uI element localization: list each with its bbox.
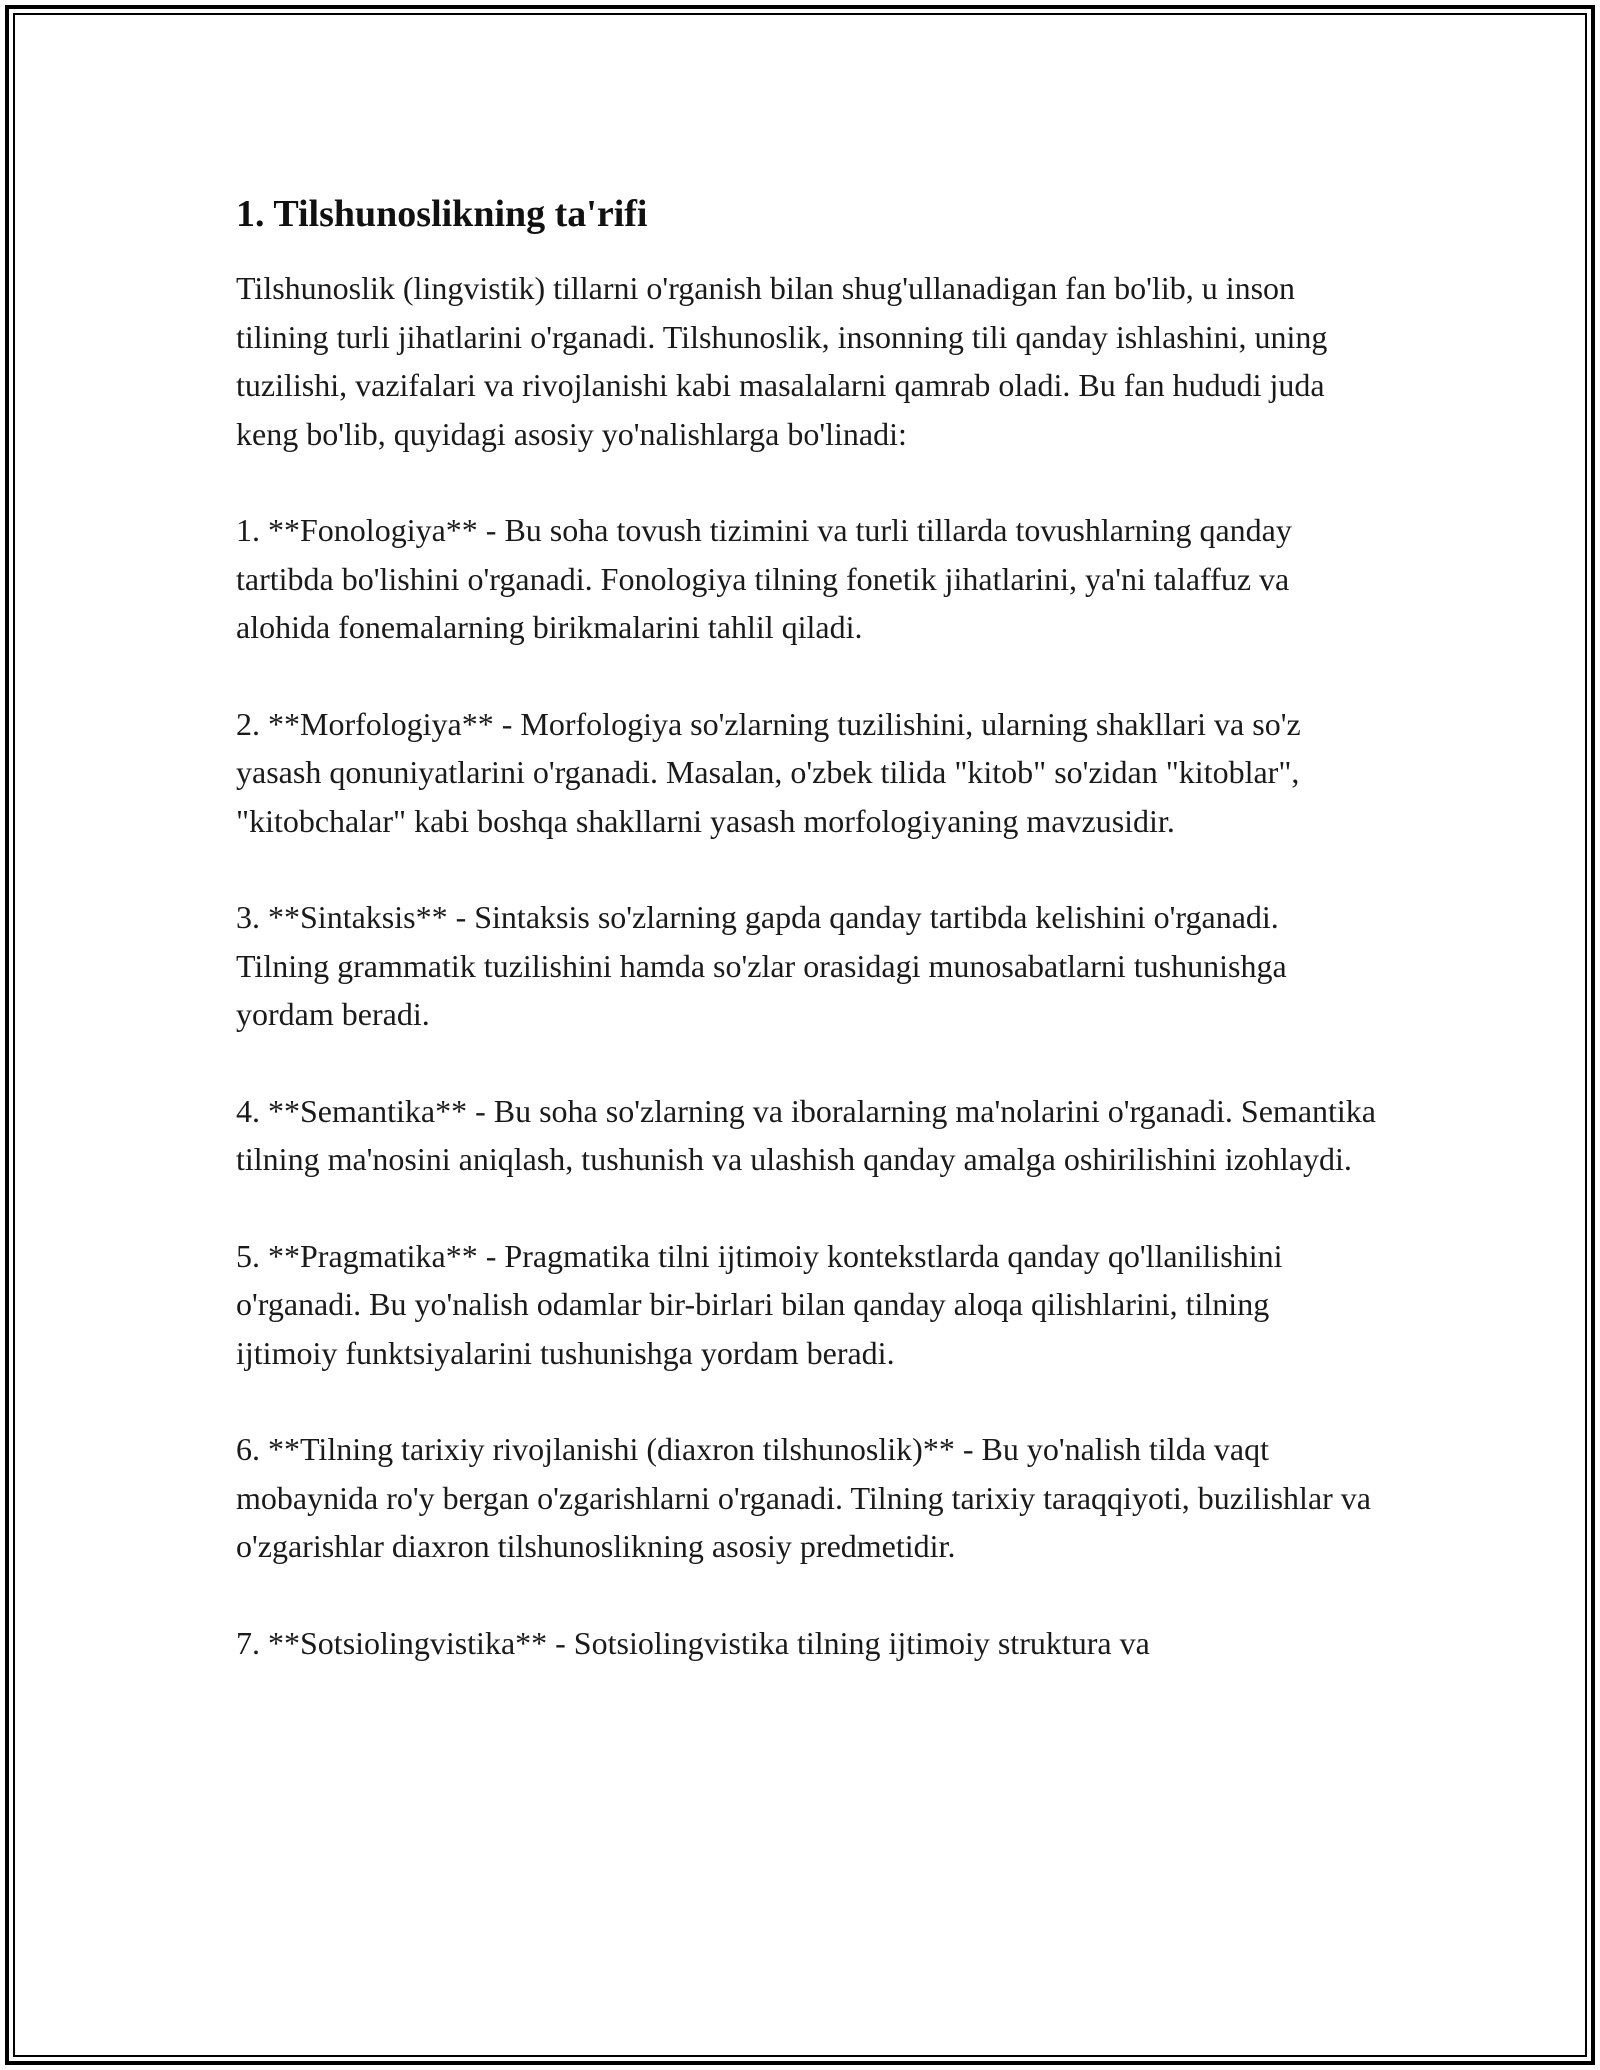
paragraph-sintaksis: 3. **Sintaksis** - Sintaksis so'zlarning gapda qanday tartibda kelishini o'rganadi. Tilning grammatik tuzilishini hamda so'zlar orasidagi munosabatlarni tushunishga yordam beradi. xyxy=(236,899,1287,1032)
paragraph-sotsiolingvistika: 7. **Sotsiolingvistika** - Sotsiolingvistika tilning ijtimoiy struktura va xyxy=(236,1624,1150,1661)
paragraph-pragmatika: 5. **Pragmatika** - Pragmatika tilni ijtimoiy kontekstlarda qanday qo'llanilishini o'rganadi. Bu yo'nalish odamlar bir-birlari bilan qanday aloqa qilishlarini, tilning ijtimoiy funktsiyalarini tushunishga yordam beradi. xyxy=(236,1237,1283,1371)
section-heading: 1. Tilshunoslikning ta'rifi xyxy=(236,193,648,235)
document-body xyxy=(236,190,1376,1715)
paragraph-morfologiya: 2. **Morfologiya** - Morfologiya so'zlarning tuzilishini, ularning shakllari va so'z yasash qonuniyatlarini o'rganadi. Masalan, o'zbek tilida "kitob" so'zidan "kitoblar", "kitobchalar" kabi boshqa shakllarni yasash morfologiyaning mavzusidir. xyxy=(236,705,1301,839)
intro-paragraph: Tilshunoslik (lingvistik) tillarni o'rganish bilan shug'ullanadigan fan bo'lib, u inson tilining turli jihatlarini o'rganadi. Tilshunoslik, insonning tili qanday ishlashini, uning tuzilishi, vazifalari va rivojlanishi kabi masalalarni qamrab oladi. Bu fan hududi juda keng bo'lib, quyidagi asosiy yo'nalishlarga bo'linadi: xyxy=(236,270,1328,452)
paragraph-semantika: 4. **Semantika** - Bu soha so'zlarning va iboralarning ma'nolarini o'rganadi. Semantika tilning ma'nosini aniqlash, tushunish va ulashish qanday amalga oshirilishini izohlaydi. xyxy=(236,1092,1376,1177)
paragraph-diaxron: 6. **Tilning tarixiy rivojlanishi (diaxron tilshunoslik)** - Bu yo'nalish tilda vaqt mobaynida ro'y bergan o'zgarishlarni o'rganadi. Tilning tarixiy taraqqiyoti, buzilishlar va o'zgarishlar diaxron tilshunoslikning asosiy predmetidir. xyxy=(236,1431,1371,1564)
paragraph-fonologiya: 1. **Fonologiya** - Bu soha tovush tizimini va turli tillarda tovushlarning qanday tartibda bo'lishini o'rganadi. Fonologiya tilning fonetik jihatlarini, ya'ni talaffuz va alohida fonemalarning birikmalarini tahlil qiladi. xyxy=(236,512,1292,645)
